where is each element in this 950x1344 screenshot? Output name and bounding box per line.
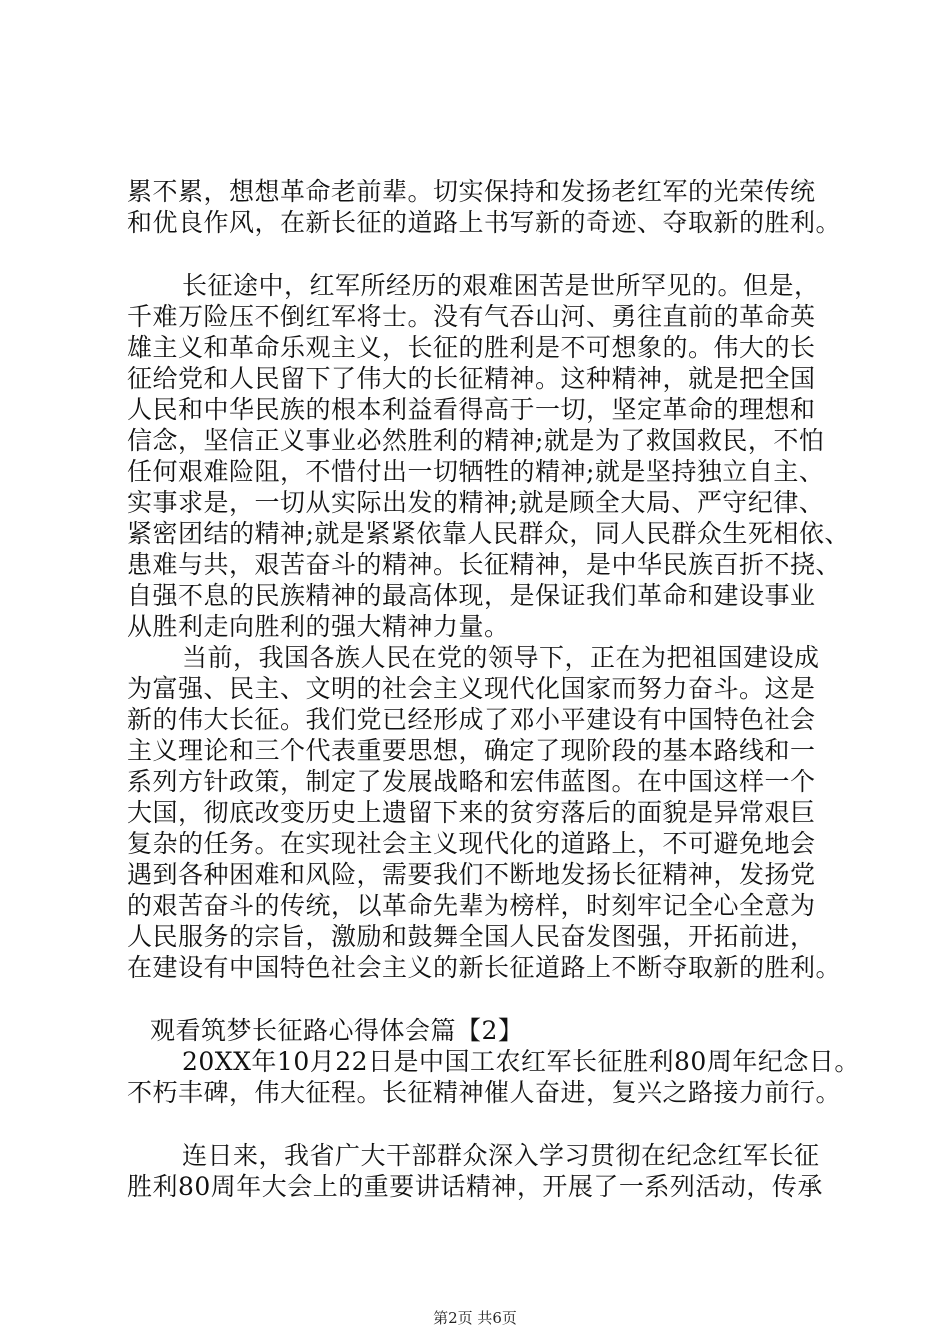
text-line: 患难与共，艰苦奋斗的精神。长征精神，是中华民族百折不挠、 [127,550,842,579]
text-line: 紧密团结的精神;就是紧紧依靠人民群众，同人民群众生死相依、 [127,519,850,548]
paragraph-1 [127,176,842,238]
text-line: 征给党和人民留下了伟大的长征精神。这种精神，就是把全国 [127,364,816,393]
text-line: 为富强、民主、文明的社会主义现代化国家而努力奋斗。这是 [127,674,816,703]
text-line: 累不累，想想革命老前辈。切实保持和发扬老红军的光荣传统 [127,177,816,206]
text-line: 当前，我国各族人民在党的领导下，正在为把祖国建设成 [182,643,820,672]
paragraph-gap [127,238,827,270]
text-line: 遇到各种困难和风险，需要我们不断地发扬长征精神，发扬党 [127,860,816,889]
paragraph-3 [127,642,842,983]
text-line: 人民服务的宗旨，激励和鼓舞全国人民奋发图强，开拓前进， [127,922,816,951]
text-line: 胜利80周年大会上的重要讲话精神，开展了一系列活动，传承 [127,1172,823,1201]
text-line: 连日来，我省广大干部群众深入学习贯彻在纪念红军长征 [182,1141,820,1170]
text-line: 20XX年10月22日是中国工农红军长征胜利80周年纪念日。 [182,1047,860,1076]
text-line: 信念，坚信正义事业必然胜利的精神;就是为了救国救民，不怕 [127,426,825,455]
paragraph-5 [127,1140,827,1202]
paragraph-4 [127,1015,860,1108]
text-line: 人民和中华民族的根本利益看得高于一切，坚定革命的理想和 [127,395,816,424]
text-line: 从胜利走向胜利的强大精神力量。 [127,612,510,641]
text-line: 长征途中，红军所经历的艰难困苦是世所罕见的。但是， [182,271,820,300]
text-line: 大国，彻底改变历史上遗留下来的贫穷落后的面貌是异常艰巨 [127,798,816,827]
text-line: 千难万险压不倒红军将士。没有气吞山河、勇往直前的革命英 [127,302,816,331]
text-line: 新的伟大长征。我们党已经形成了邓小平建设有中国特色社会 [127,705,816,734]
document-body [127,176,860,1202]
paragraph-gap [127,983,827,1015]
section-heading: 观看筑梦长征路心得体会篇【2】 [150,1016,524,1045]
text-line: 实事求是，一切从实际出发的精神;就是顾全大局、严守纪律、 [127,488,825,517]
text-line: 雄主义和革命乐观主义，长征的胜利是不可想象的。伟大的长 [127,333,816,362]
text-line: 任何艰难险阻，不惜付出一切牺牲的精神;就是坚持独立自主、 [127,457,825,486]
text-line: 系列方针政策，制定了发展战略和宏伟蓝图。在中国这样一个 [127,767,816,796]
paragraph-2 [127,270,850,642]
text-line: 的艰苦奋斗的传统，以革命先辈为榜样，时刻牢记全心全意为 [127,891,816,920]
text-line: 自强不息的民族精神的最高体现，是保证我们革命和建设事业 [127,581,816,610]
paragraph-gap [127,1108,827,1140]
page-footer: 第2页 共6页 [433,1309,517,1327]
text-line: 主义理论和三个代表重要思想，确定了现阶段的基本路线和一 [127,736,816,765]
text-line: 在建设有中国特色社会主义的新长征道路上不断夺取新的胜利。 [127,953,842,982]
text-line: 和优良作风，在新长征的道路上书写新的奇迹、夺取新的胜利。 [127,208,842,237]
text-line: 不朽丰碑，伟大征程。长征精神催人奋进，复兴之路接力前行。 [127,1078,842,1107]
text-line: 复杂的任务。在实现社会主义现代化的道路上，不可避免地会 [127,829,816,858]
